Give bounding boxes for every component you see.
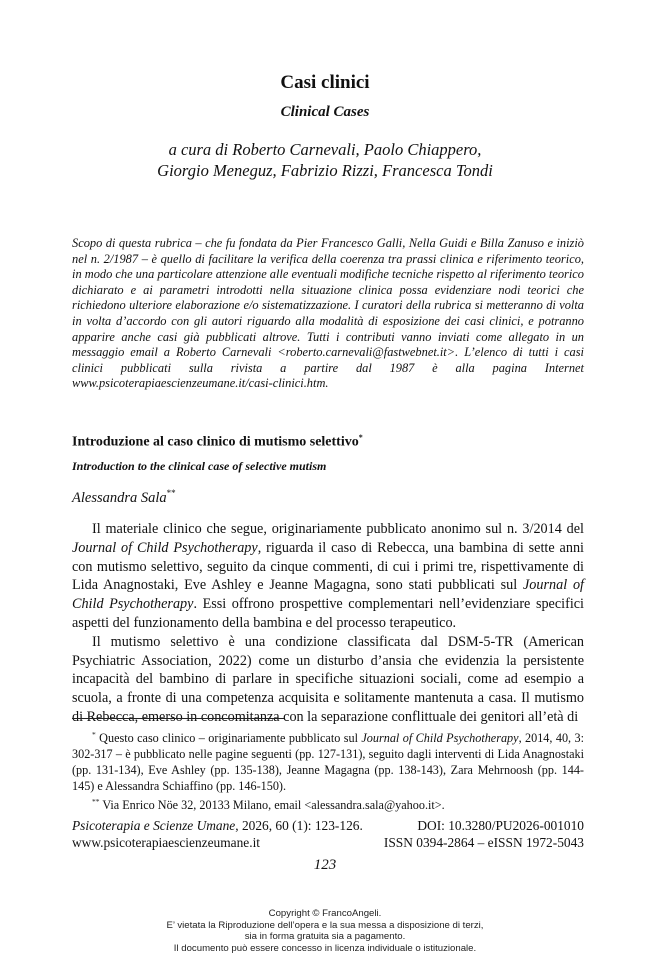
article-title (72, 433, 363, 451)
author-name: Alessandra Sala (72, 489, 167, 506)
rubric-scope-note: Scopo di questa rubrica – che fu fondata da Pier Francesco Galli, Nella Guidi e Billa Zanuso e iniziò nel n. 2/1987 – è quello di facilitare la verifica della coerenza tra prassi clinica e riferimento teorico, in modo che una particolare attenzione alle eventuali modifiche tecniche rispetto al riferimento teorico dichiarato e ai parametri introdotti nella situazione clinica possa evidenziare nodi teorici che richiedono ulteriore elaborazione e/o sistematizzazione. I curatori della rubrica si metteranno di volta in volta d’accordo con gli autori riguardo alla modalità di esposizione dei casi clinici, e potranno apparire anche casi già pubblicati altrove. Tutti i contributi vanno inviati come allegato in un messaggio email a Roberto Carnevali <roberto.carnevali@fastwebnet.it>. L’elenco di tutti i casi clinici pubblicati sulla rivista a partire dal 1987 è alla pagina Internet www.psicoterapiaescienzeumane.it/casi-clinici.htm. (72, 236, 584, 391)
article-title-text: Introduzione al caso clinico di mutismo selettivo (72, 434, 359, 450)
copyright-line-3: sia in forma gratuita sia a pagamento. (244, 931, 406, 943)
footnote-1 (72, 727, 584, 794)
body-paragraph-2: Il mutismo selettivo è una condizione classificata dal DSM-5-TR (American Psychiatric Association, 2022) come un disturbo d’ansia che evidenzia la persistente incapacità del bambino di parlare in specifiche situazioni sociali, come ad esempio a scuola, a fronte di una competenza acquisita e solitamente mantenuta a casa. Il mutismo di Rebecca, emerso in concomitanza con la separazione conflittuale dei genitori all’età di (72, 633, 584, 725)
copyright-line-1: Copyright © FrancoAngeli. (268, 908, 382, 919)
footnotes (72, 727, 584, 813)
p1-text-c: . Essi offrono prospettive complementari nell’evidenziare specifici aspetti del funzionamento della bambina e del processo terapeutico. (72, 596, 584, 631)
journal-web-row (72, 834, 584, 851)
doi: DOI: 10.3280/PU2026-001010 (417, 818, 584, 833)
journal-citation-row (72, 817, 584, 834)
footnote-1-mark: * (92, 730, 96, 739)
body-paragraph-1 (72, 520, 584, 633)
journal-info (72, 817, 584, 851)
footnote-divider (72, 718, 284, 719)
copyright-notice (0, 908, 650, 954)
copyright-line-4: Il documento può essere concesso in licenza individuale o istituzionale. (173, 942, 477, 954)
issn: ISSN 0394-2864 – eISSN 1972-5043 (383, 835, 584, 850)
footnote-1-journal: Journal of Child Psychotherapy (361, 731, 519, 746)
journal-issue: , 2026, 60 (1): 123-126. (235, 818, 363, 833)
author-footnote-mark: ** (166, 488, 176, 498)
footnote-2-text: Via Enrico Nöe 32, 20133 Milano, email <alessandra.sala@yahoo.it>. (99, 798, 445, 813)
footnote-1-text-a: Questo caso clinico – originariamente pubblicato sul (95, 731, 362, 746)
journal-citation (72, 817, 363, 834)
article-author (72, 488, 176, 507)
page-number: 123 (313, 857, 337, 873)
p1-text-b: , riguarda il caso di Rebecca, una bambina di sette anni con mutismo selettivo, seguito da cinque commenti, di cui i primi tre, rispettivamente di Lida Anagnostaki, Eve Ashley e Jeanne Magagna, sono stati pubblicati sul (72, 539, 584, 594)
article-title-footnote-mark: * (358, 433, 363, 442)
editors-line-1: a cura di Roberto Carnevali, Paolo Chiappero, (168, 140, 482, 159)
editors (0, 139, 650, 181)
article-subtitle: Introduction to the clinical case of selective mutism (72, 459, 327, 473)
section-heading-english: Clinical Cases (280, 104, 370, 120)
journal-website: www.psicoterapiaescienzeumane.it (72, 835, 261, 850)
article-body (72, 520, 584, 727)
footnote-1-text-b: , 2014, 40, 3: 302-317 – è pubblicato nelle pagine seguenti (pp. 127-131), seguito dagli interventi di Lida Anagnostaki (pp. 131-134), Eve Ashley (pp. 135-138), Jeanne Magagna (pp. 138-143), Zara Mehrnoosh (pp. 144-145) e Alessandra Schiaffino (pp. 146-150). (72, 731, 585, 794)
p1-journal-ref-2: Journal of Child Psychotherapy (72, 577, 584, 613)
copyright-line-2: E’ vietata la Riproduzione dell’opera e la sua messa a disposizione di terzi, (166, 919, 484, 931)
footnote-2-mark: ** (92, 797, 100, 807)
p1-journal-ref-1: Journal of Child Psychotherapy (72, 539, 258, 556)
editors-line-2: Giorgio Meneguz, Fabrizio Rizzi, Francesca Tondi (157, 161, 493, 180)
journal-name: Psicoterapia e Scienze Umane (72, 818, 236, 833)
p1-text-a: Il materiale clinico che segue, originariamente pubblicato anonimo sul n. 3/2014 del (92, 521, 584, 537)
footnote-2 (72, 794, 584, 813)
section-heading: Casi clinici (280, 72, 370, 93)
